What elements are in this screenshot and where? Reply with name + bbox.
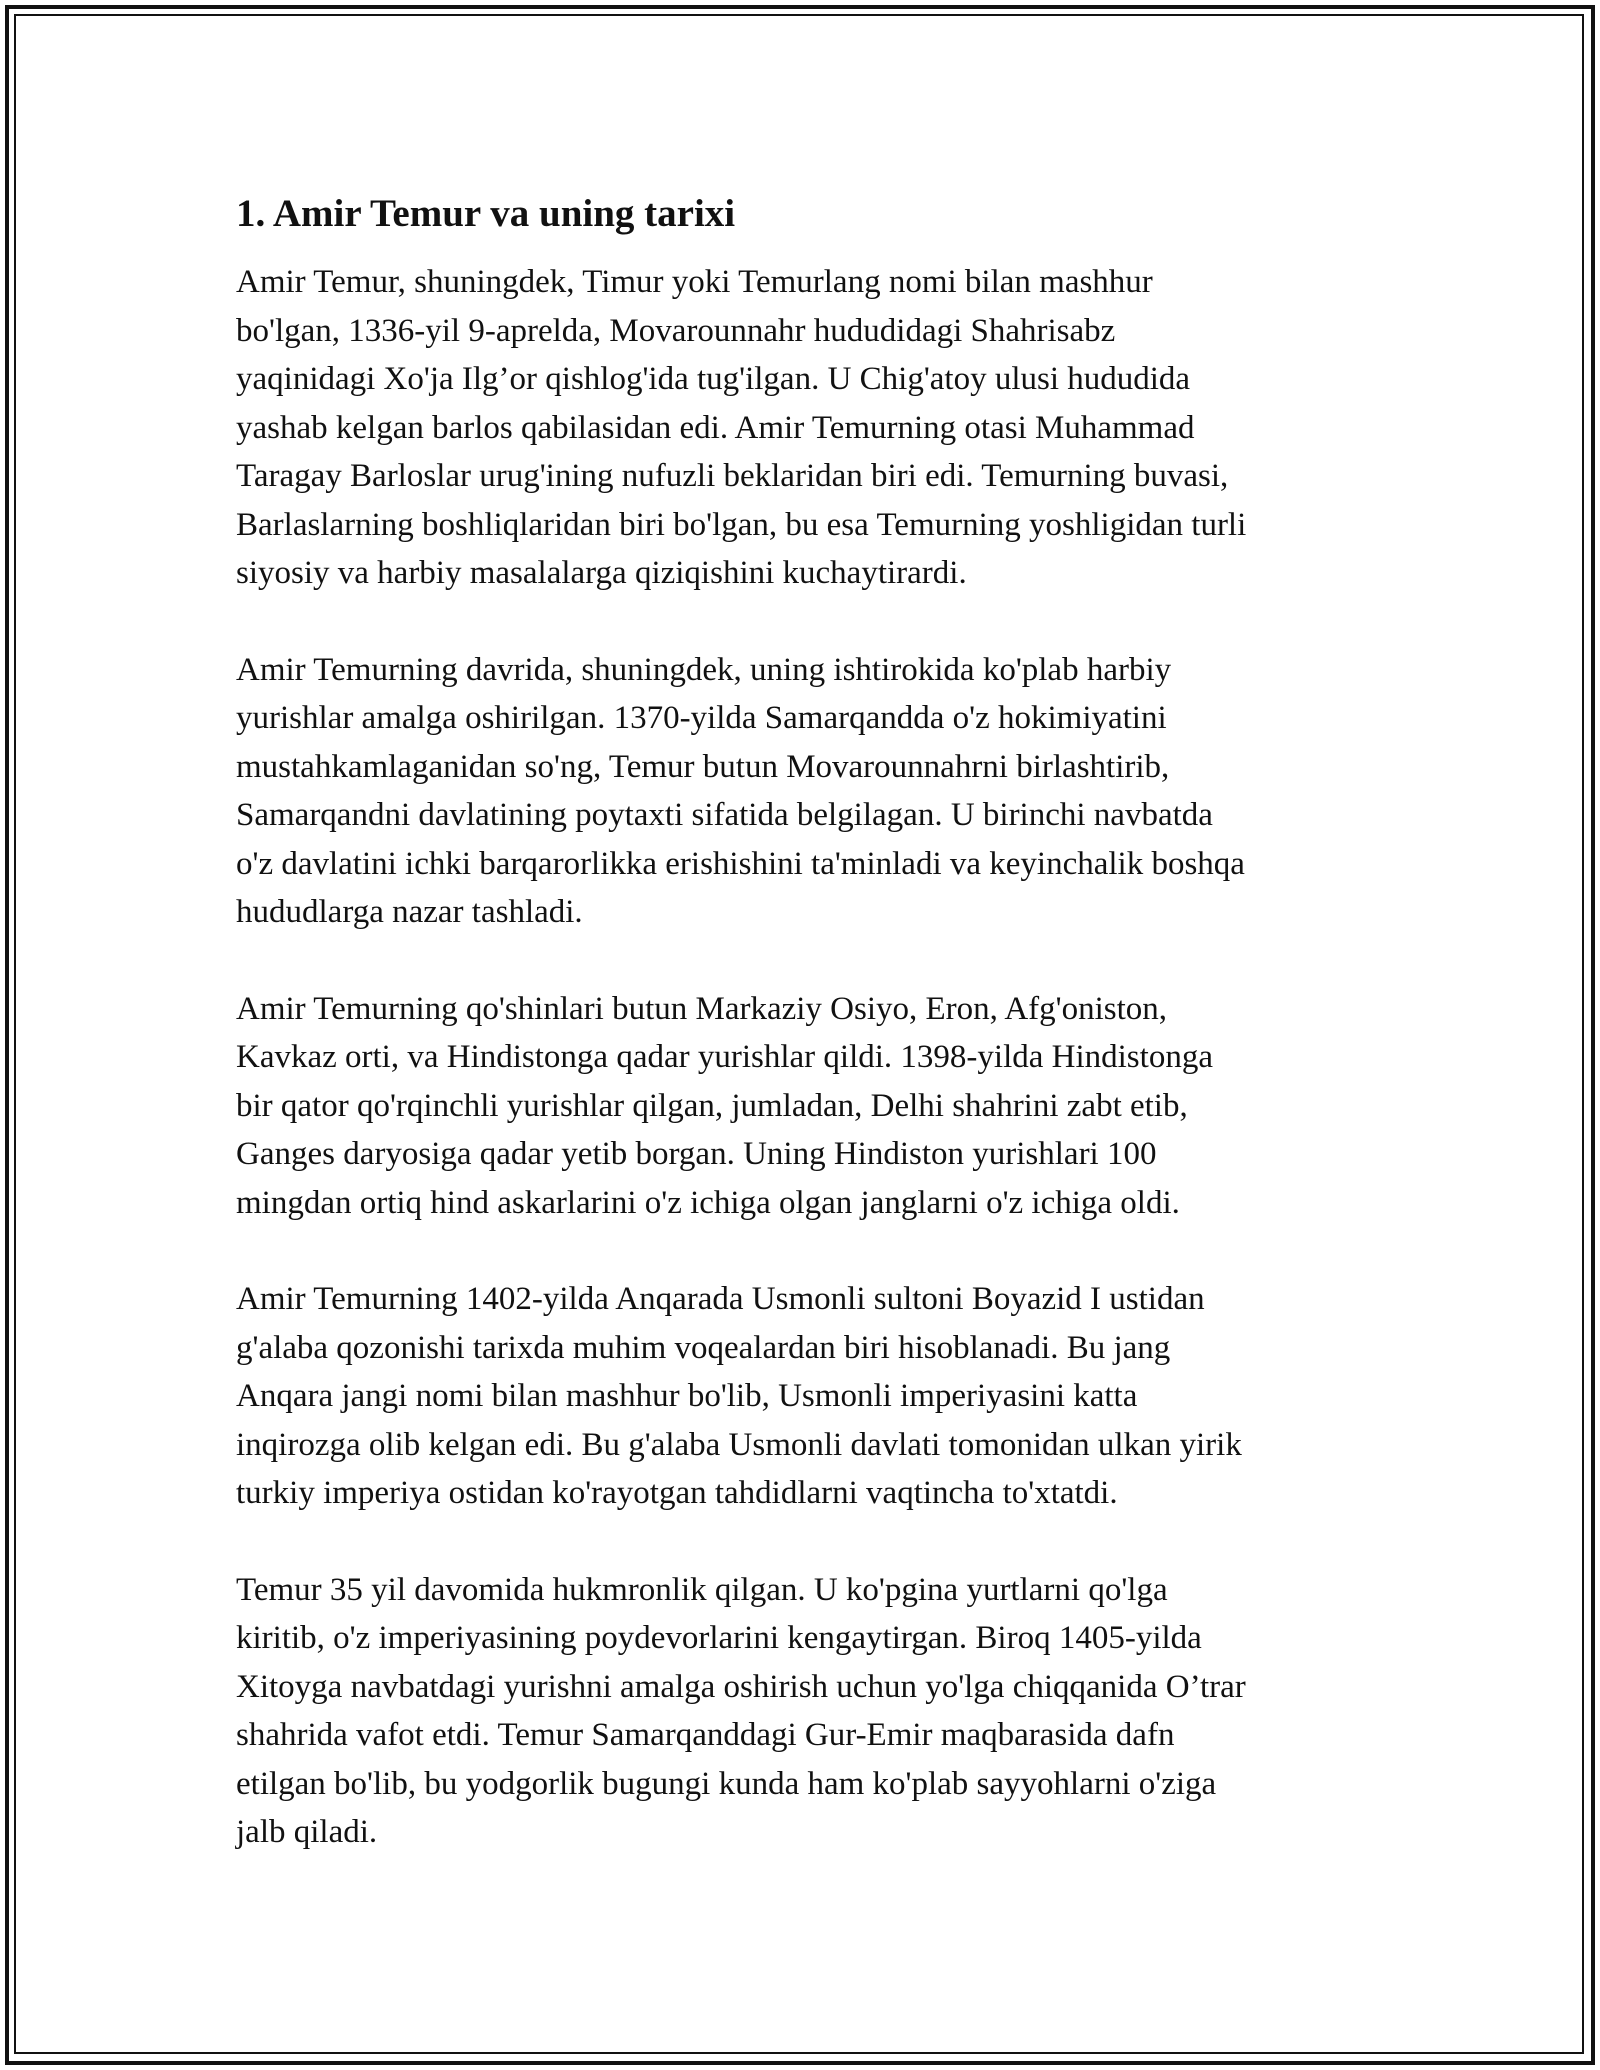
text-line: Amir Temur, shuningdek, Timur yoki Temurlang nomi bilan mashhur [236, 264, 1153, 300]
text-line: shahrida vafot etdi. Temur Samarqanddagi Gur-Emir maqbarasida dafn [236, 1717, 1175, 1753]
text-line: mingdan ortiq hind askarlarini o'z ichiga olgan janglarni o'z ichiga oldi. [236, 1184, 1180, 1221]
text-line: yurishlar amalga oshirilgan. 1370-yilda Samarqandda o'z hokimiyatini [236, 700, 1167, 736]
section-heading: 1. Amir Temur va uning tarixi [236, 192, 736, 235]
text-line: Amir Temurning 1402-yilda Anqarada Usmonli sultoni Boyazid I ustidan [236, 1281, 1205, 1317]
text-line: kiritib, o'z imperiyasining poydevorlarini kengaytirgan. Biroq 1405-yilda [236, 1620, 1202, 1656]
text-line: bo'lgan, 1336-yil 9-aprelda, Movarounnahr hududidagi Shahrisabz [236, 312, 1116, 349]
text-line: turkiy imperiya ostidan ko'rayotgan tahdidlarni vaqtincha to'xtatdi. [236, 1475, 1118, 1511]
text-line: Samarqandni davlatining poytaxti sifatida belgilagan. U birinchi navbatda [236, 797, 1213, 833]
text-line: o'z davlatini ichki barqarorlikka erishishini ta'minladi va keyinchalik boshqa [236, 845, 1245, 882]
text-line: Amir Temurning qo'shinlari butun Markaziy Osiyo, Eron, Afg'oniston, [236, 990, 1168, 1027]
text-line: jalb qiladi. [236, 1814, 378, 1850]
text-line: Anqara jangi nomi bilan mashhur bo'lib, Usmonli imperiyasini katta [236, 1378, 1138, 1414]
text-line: inqirozga olib kelgan edi. Bu g'alaba Usmonli davlati tomonidan ulkan yirik [236, 1426, 1242, 1463]
text-line: yaqinidagi Xo'ja Ilg’or qishlog'ida tug'ilgan. U Chig'atoy ulusi hududida [236, 361, 1191, 397]
text-line: siyosiy va harbiy masalalarga qiziqishini kuchaytirardi. [236, 555, 967, 591]
text-line: mustahkamlaganidan so'ng, Temur butun Movarounnahrni birlashtirib, [236, 748, 1170, 785]
paragraph-2 [236, 646, 1386, 937]
text-line: Ganges daryosiga qadar yetib borgan. Uning Hindiston yurishlari 100 [236, 1136, 1157, 1172]
paragraph-5 [236, 1566, 1386, 1857]
text-line: Taragay Barloslar urug'ining nufuzli beklaridan biri edi. Temurning buvasi, [236, 458, 1229, 494]
text-line: hududlarga nazar tashladi. [236, 894, 583, 930]
text-line: bir qator qo'rqinchli yurishlar qilgan, jumladan, Delhi shahrini zabt etib, [236, 1087, 1188, 1124]
paragraph-3 [236, 985, 1386, 1228]
text-line: Xitoyga navbatdagi yurishni amalga oshirish uchun yo'lga chiqqanida O’trar [236, 1668, 1246, 1705]
text-line: Temur 35 yil davomida hukmronlik qilgan. U ko'pgina yurtlarni qo'lga [236, 1571, 1168, 1608]
text-line: Barlaslarning boshliqlaridan biri bo'lgan, bu esa Temurning yoshligidan turli [236, 506, 1247, 543]
text-line: Amir Temurning davrida, shuningdek, uning ishtirokida ko'plab harbiy [236, 651, 1172, 688]
paragraph-1 [236, 258, 1386, 598]
text-line: g'alaba qozonishi tarixda muhim voqealardan biri hisoblanadi. Bu jang [236, 1329, 1171, 1366]
document-body [236, 188, 1386, 1905]
text-line: yashab kelgan barlos qabilasidan edi. Amir Temurning otasi Muhammad [236, 409, 1195, 446]
paragraph-4 [236, 1275, 1386, 1518]
text-line: etilgan bo'lib, bu yodgorlik bugungi kunda ham ko'plab sayyohlarni o'ziga [236, 1765, 1217, 1802]
text-line: Kavkaz orti, va Hindistonga qadar yurishlar qildi. 1398-yilda Hindistonga [236, 1039, 1213, 1075]
